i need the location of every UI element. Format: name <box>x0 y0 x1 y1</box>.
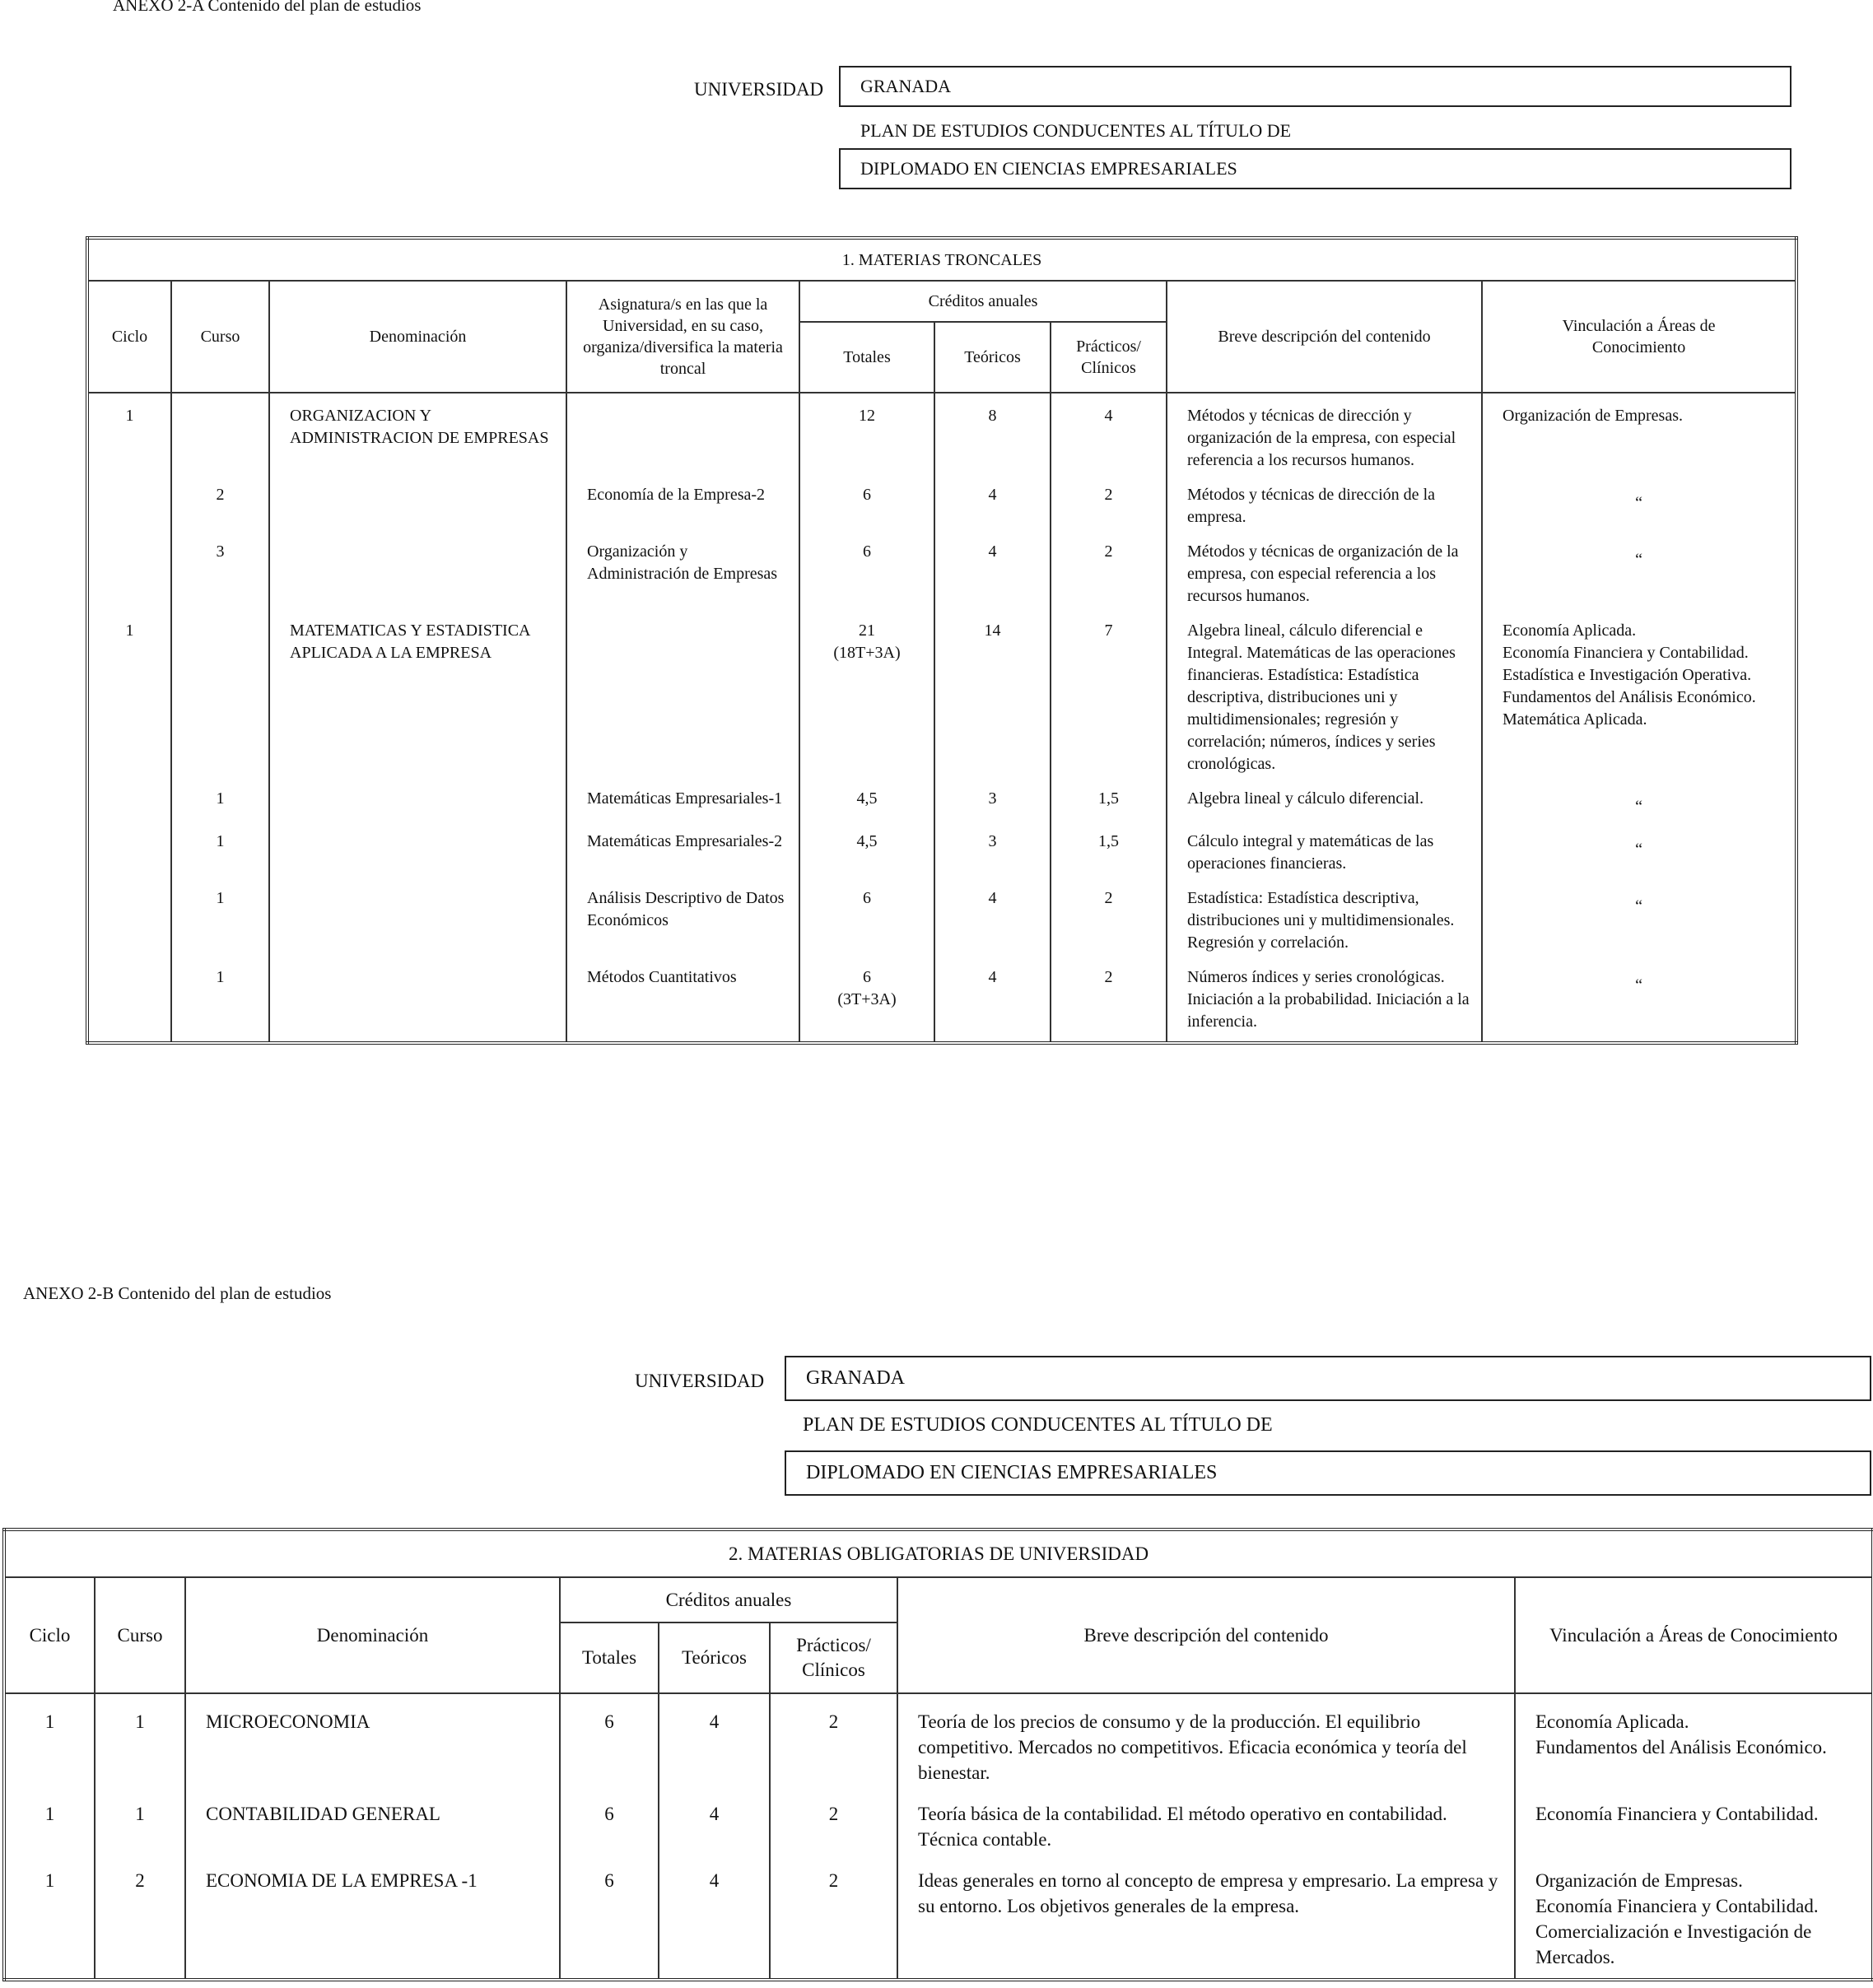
cell-vinculacion: Economía Aplicada. Economía Financiera y Contabilidad. Estadística e Investigación Operativa. Fundamentos del Análisis Económico. Matemática Aplicada. <box>1482 608 1796 776</box>
cell-practicos: 2 <box>1051 876 1167 955</box>
cell-teoricos: 4 <box>659 1786 770 1853</box>
cell-teoricos: 3 <box>934 776 1051 819</box>
cell-practicos: 1,5 <box>1051 819 1167 876</box>
cell-teoricos: 4 <box>934 529 1051 608</box>
cell-vinculacion: Organización de Empresas. <box>1482 393 1796 473</box>
header-curso: Curso <box>171 281 269 393</box>
cell-curso: 1 <box>171 819 269 876</box>
annex-b-title: ANEXO 2-B Contenido del plan de estudios <box>23 1283 332 1303</box>
cell-denominacion <box>269 529 566 608</box>
universidad-value-box <box>839 66 1791 107</box>
cell-practicos: 2 <box>770 1786 897 1853</box>
cell-teoricos: 14 <box>934 608 1051 776</box>
cell-descripcion: Métodos y técnicas de dirección de la empresa. <box>1167 473 1482 529</box>
universidad-value-b: GRANADA <box>806 1367 905 1389</box>
cell-asignatura: Métodos Cuantitativos <box>566 955 799 1043</box>
cell-totales: 6 <box>799 473 934 529</box>
cell-practicos: 2 <box>770 1693 897 1786</box>
cell-practicos: 2 <box>1051 473 1167 529</box>
cell-practicos: 7 <box>1051 608 1167 776</box>
cell-teoricos: 4 <box>659 1693 770 1786</box>
cell-curso: 3 <box>171 529 269 608</box>
cell-teoricos: 3 <box>934 819 1051 876</box>
cell-denominacion <box>269 876 566 955</box>
cell-descripcion: Números índices y series cronológicas. Iniciación a la probabilidad. Iniciación a la inferencia. <box>1167 955 1482 1043</box>
cell-curso: 1 <box>95 1693 185 1786</box>
cell-denominacion: ECONOMIA DE LA EMPRESA -1 <box>185 1853 560 1980</box>
cell-asignatura <box>566 608 799 776</box>
header-practicos: Prácticos/ Clínicos <box>1051 322 1167 393</box>
cell-asignatura: Matemáticas Empresariales-2 <box>566 819 799 876</box>
table-row <box>87 776 1796 819</box>
cell-denominacion <box>269 473 566 529</box>
cell-descripcion: Métodos y técnicas de organización de la empresa, con especial referencia a los recursos humanos. <box>1167 529 1482 608</box>
cell-ciclo: 1 <box>87 393 171 473</box>
cell-asignatura: Análisis Descriptivo de Datos Económicos <box>566 876 799 955</box>
cell-teoricos: 4 <box>934 955 1051 1043</box>
titulo-value-box-b <box>785 1450 1871 1496</box>
header-denominacion: Denominación <box>269 281 566 393</box>
cell-ciclo: 1 <box>4 1853 95 1980</box>
cell-ciclo <box>87 819 171 876</box>
cell-asignatura: Economía de la Empresa-2 <box>566 473 799 529</box>
universidad-value: GRANADA <box>860 76 951 96</box>
table-row <box>4 1693 1873 1786</box>
cell-denominacion <box>269 819 566 876</box>
header-asignaturas: Asignatura/s en las que la Universidad, en su caso, organiza/diversifica la materia troncal <box>566 281 799 393</box>
cell-ciclo <box>87 776 171 819</box>
header-b-teoricos: Teóricos <box>659 1623 770 1693</box>
cell-asignatura <box>566 393 799 473</box>
cell-descripcion: Teoría básica de la contabilidad. El método operativo en contabilidad. Técnica contable. <box>897 1786 1515 1853</box>
universidad-value-box-b <box>785 1356 1871 1401</box>
cell-asignatura: Organización y Administración de Empresas <box>566 529 799 608</box>
header-teoricos: Teóricos <box>934 322 1051 393</box>
cell-vinculacion: “ <box>1482 529 1796 608</box>
universidad-label-b: UNIVERSIDAD <box>635 1371 765 1391</box>
cell-descripcion: Teoría de los precios de consumo y de la producción. El equilibrio competitivo. Mercados no competitivos. Eficacia económica y teoría del bienestar. <box>897 1693 1515 1786</box>
cell-vinculacion: Economía Aplicada. Fundamentos del Análisis Económico. <box>1515 1693 1873 1786</box>
cell-curso: 1 <box>171 955 269 1043</box>
header-ciclo: Ciclo <box>87 281 171 393</box>
universidad-label: UNIVERSIDAD <box>694 79 824 100</box>
table-row <box>4 1786 1873 1853</box>
header-totales: Totales <box>799 322 934 393</box>
cell-curso <box>171 608 269 776</box>
header-b-descripcion: Breve descripción del contenido <box>897 1577 1515 1693</box>
cell-vinculacion: Organización de Empresas. Economía Financiera y Contabilidad. Comercialización e Investigación de Mercados. <box>1515 1853 1873 1980</box>
plan-label-b: PLAN DE ESTUDIOS CONDUCENTES AL TÍTULO DE <box>803 1414 1273 1436</box>
cell-descripcion: Métodos y técnicas de dirección y organización de la empresa, con especial referencia a los recursos humanos. <box>1167 393 1482 473</box>
cell-descripcion: Ideas generales en torno al concepto de empresa y empresario. La empresa y su entorno. Los objetivos generales de la empresa. <box>897 1853 1515 1980</box>
cell-totales: 6 <box>799 529 934 608</box>
cell-vinculacion: “ <box>1482 819 1796 876</box>
cell-denominacion <box>269 776 566 819</box>
table-row <box>87 473 1796 529</box>
table-a-title: 1. MATERIAS TRONCALES <box>87 238 1796 281</box>
cell-totales: 6 <box>560 1853 659 1980</box>
cell-denominacion <box>269 955 566 1043</box>
cell-descripcion: Cálculo integral y matemáticas de las operaciones financieras. <box>1167 819 1482 876</box>
cell-descripcion: Estadística: Estadística descriptiva, distribuciones uni y multidimensionales. Regresión y correlación. <box>1167 876 1482 955</box>
cell-curso: 2 <box>95 1853 185 1980</box>
table-row <box>4 1853 1873 1980</box>
cell-vinculacion: Economía Financiera y Contabilidad. <box>1515 1786 1873 1853</box>
cell-ciclo <box>87 473 171 529</box>
table-row <box>87 955 1796 1043</box>
cell-practicos: 2 <box>1051 529 1167 608</box>
annex-a-title: ANEXO 2-A Contenido del plan de estudios <box>113 0 422 15</box>
header-b-practicos: Prácticos/ Clínicos <box>770 1623 897 1693</box>
titulo-value: DIPLOMADO EN CIENCIAS EMPRESARIALES <box>860 158 1237 179</box>
header-b-ciclo: Ciclo <box>4 1577 95 1693</box>
header-b-totales: Totales <box>560 1623 659 1693</box>
cell-totales: 12 <box>799 393 934 473</box>
header-b-creditos: Créditos anuales <box>560 1577 897 1623</box>
cell-ciclo: 1 <box>87 608 171 776</box>
cell-curso: 2 <box>171 473 269 529</box>
cell-totales: 6 <box>560 1693 659 1786</box>
cell-vinculacion: “ <box>1482 876 1796 955</box>
cell-ciclo <box>87 529 171 608</box>
cell-curso <box>171 393 269 473</box>
plan-label: PLAN DE ESTUDIOS CONDUCENTES AL TÍTULO DE <box>860 120 1292 141</box>
cell-totales: 6 <box>560 1786 659 1853</box>
table-row <box>87 393 1796 473</box>
cell-ciclo <box>87 955 171 1043</box>
header-creditos: Créditos anuales <box>799 281 1167 322</box>
cell-descripcion: Algebra lineal, cálculo diferencial e Integral. Matemáticas de las operaciones financieras. Estadística: Estadística descriptiva, distribuciones uni y multidimensionales; regresión y correlación; números, índices y series cronológicas. <box>1167 608 1482 776</box>
materias-obligatorias-table <box>2 1528 1873 1981</box>
header-b-denominacion: Denominación <box>185 1577 560 1693</box>
cell-curso: 1 <box>95 1786 185 1853</box>
cell-denominacion: ORGANIZACION Y ADMINISTRACION DE EMPRESAS <box>269 393 566 473</box>
header-b-vinculacion: Vinculación a Áreas de Conocimiento <box>1515 1577 1873 1693</box>
cell-teoricos: 4 <box>659 1853 770 1980</box>
cell-asignatura: Matemáticas Empresariales-1 <box>566 776 799 819</box>
titulo-value-b: DIPLOMADO EN CIENCIAS EMPRESARIALES <box>806 1462 1218 1483</box>
cell-practicos: 4 <box>1051 393 1167 473</box>
cell-vinculacion: “ <box>1482 955 1796 1043</box>
table-b-title: 2. MATERIAS OBLIGATORIAS DE UNIVERSIDAD <box>4 1529 1873 1577</box>
cell-practicos: 2 <box>1051 955 1167 1043</box>
cell-denominacion: MATEMATICAS Y ESTADISTICA APLICADA A LA EMPRESA <box>269 608 566 776</box>
cell-totales: 6 (3T+3A) <box>799 955 934 1043</box>
cell-totales: 4,5 <box>799 819 934 876</box>
cell-totales: 4,5 <box>799 776 934 819</box>
cell-descripcion: Algebra lineal y cálculo diferencial. <box>1167 776 1482 819</box>
table-row <box>87 529 1796 608</box>
cell-teoricos: 4 <box>934 473 1051 529</box>
cell-vinculacion: “ <box>1482 776 1796 819</box>
header-b-curso: Curso <box>95 1577 185 1693</box>
cell-vinculacion: “ <box>1482 473 1796 529</box>
cell-ciclo <box>87 876 171 955</box>
cell-ciclo: 1 <box>4 1786 95 1853</box>
table-row <box>87 608 1796 776</box>
cell-practicos: 1,5 <box>1051 776 1167 819</box>
cell-teoricos: 4 <box>934 876 1051 955</box>
cell-totales: 21 (18T+3A) <box>799 608 934 776</box>
cell-practicos: 2 <box>770 1853 897 1980</box>
cell-teoricos: 8 <box>934 393 1051 473</box>
table-row <box>87 876 1796 955</box>
table-row <box>87 819 1796 876</box>
cell-denominacion: CONTABILIDAD GENERAL <box>185 1786 560 1853</box>
titulo-value-box <box>839 148 1791 189</box>
materias-troncales-table <box>86 236 1798 1045</box>
cell-curso: 1 <box>171 776 269 819</box>
cell-ciclo: 1 <box>4 1693 95 1786</box>
cell-curso: 1 <box>171 876 269 955</box>
header-vinculacion: Vinculación a Áreas de Conocimiento <box>1482 281 1796 393</box>
cell-denominacion: MICROECONOMIA <box>185 1693 560 1786</box>
cell-totales: 6 <box>799 876 934 955</box>
header-descripcion: Breve descripción del contenido <box>1167 281 1482 393</box>
